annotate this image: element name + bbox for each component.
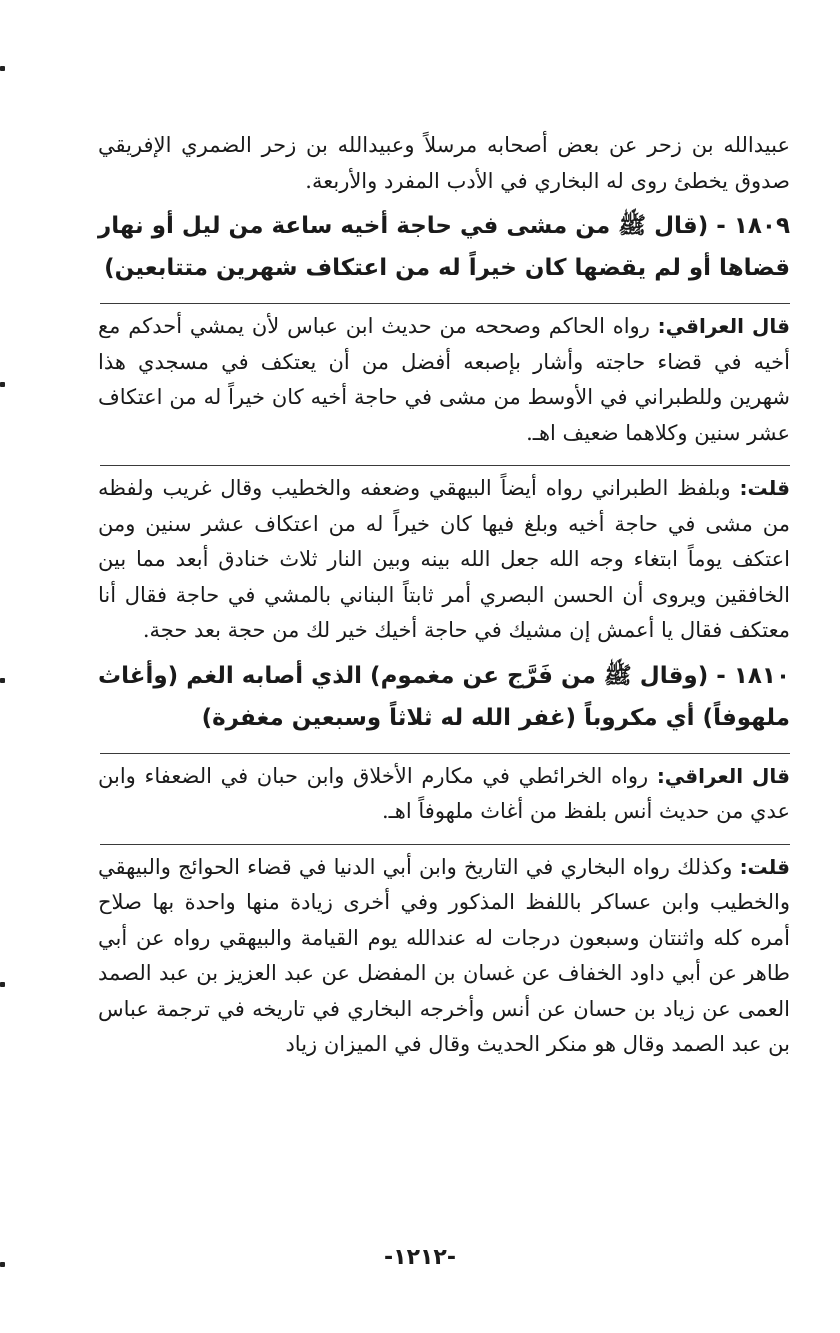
qultu-text: وكذلك رواه البخاري في التاريخ وابن أبي الدنيا في قضاء الحوائج والبيهقي والخطيب وابن عساكر باللفظ المذكور وفي أخرى زيادة منها واحدة بها صلاح أمره كله واثنتان وسبعون درجات له عندالله يوم القيامة والبيهقي رواه عن أبي طاهر عن أبي داود الخفاف عن غسان بن المفضل عن عبد العزيز بن عبد الصمد العمى عن زياد بن حسان عن أنس وأخرجه البخاري في تاريخه في ترجمة عباس بن عبد الصمد وقال هو منكر الحديث وقال في الميزان زياد (98, 854, 790, 1056)
iraqi-text: رواه الخرائطي في مكارم الأخلاق وابن حبان في الضعفاء وابن عدي من حديث أنس بلفظ من أغاث ملهوفاً اهـ. (98, 763, 790, 823)
scan-mark (0, 678, 5, 683)
section-divider (100, 844, 790, 846)
scan-mark (0, 382, 5, 387)
iraqi-label: قال العراقي: (656, 763, 790, 788)
section-divider (100, 753, 790, 755)
iraqi-commentary-1809 (98, 309, 790, 451)
qultu-commentary-1809 (98, 471, 790, 649)
iraqi-label: قال العراقي: (657, 314, 790, 338)
scan-mark (0, 1262, 5, 1267)
intro-paragraph: عبيدالله بن زحر عن بعض أصحابه مرسلاً وعبيدالله بن زحر الضمري الإفريقي صدوق يخطئ روى له البخاري في الأدب المفرد والأربعة. (98, 133, 790, 193)
hadith-1809-heading: ١٨٠٩ - (قال ﷺ من مشى في حاجة أخيه ساعة من ليل أو نهار قضاها أو لم يقضها كان خيراً له من اعتكاف شهرين متتابعين) (98, 213, 790, 281)
iraqi-commentary-1810 (98, 759, 790, 830)
qultu-label: قلت: (739, 476, 790, 500)
page-number: -١٢١٢- (384, 1245, 456, 1270)
scan-mark (0, 982, 5, 987)
section-divider (100, 465, 790, 467)
page-body (98, 128, 790, 1063)
iraqi-text: رواه الحاكم وصححه من حديث ابن عباس لأن يمشي أحدكم مع أخيه في قضاء حاجته وأشار بإصبعه أفضل من أن يعتكف في مسجدي هذا شهرين وللطبراني في الأوسط من مشى في حاجة أخيه كان خيراً له من اعتكاف عشر سنين وكلاهما ضعيف اهـ. (98, 314, 790, 445)
section-divider (100, 303, 790, 305)
qultu-text: وبلفظ الطبراني رواه أيضاً البيهقي وضعفه والخطيب وقال غريب ولفظه من مشى في حاجة أخيه وبلغ فيها كان خيراً له من اعتكاف عشر سنين ومن اعتكف يوماً ابتغاء وجه الله جعل الله بينه وبين النار ثلاث خنادق أبعد مما بين الخافقين ويروى أن الحسن البصري أمر ثابتاً البناني بالمشي في حاجة فقال أنا معتكف فقال يا أعمش إن مشيك في حاجة أخيك خير لك من حجة بعد حجة. (98, 476, 790, 642)
qultu-commentary-1810 (98, 850, 790, 1063)
hadith-1810-heading: ١٨١٠ - (وقال ﷺ من فَرَّج عن مغموم) الذي أصابه الغم (وأغاث ملهوفاً) أي مكروباً (غفر الله له ثلاثاً وسبعين مغفرة) (98, 662, 790, 731)
qultu-label: قلت: (739, 854, 790, 879)
scan-mark (0, 66, 5, 71)
